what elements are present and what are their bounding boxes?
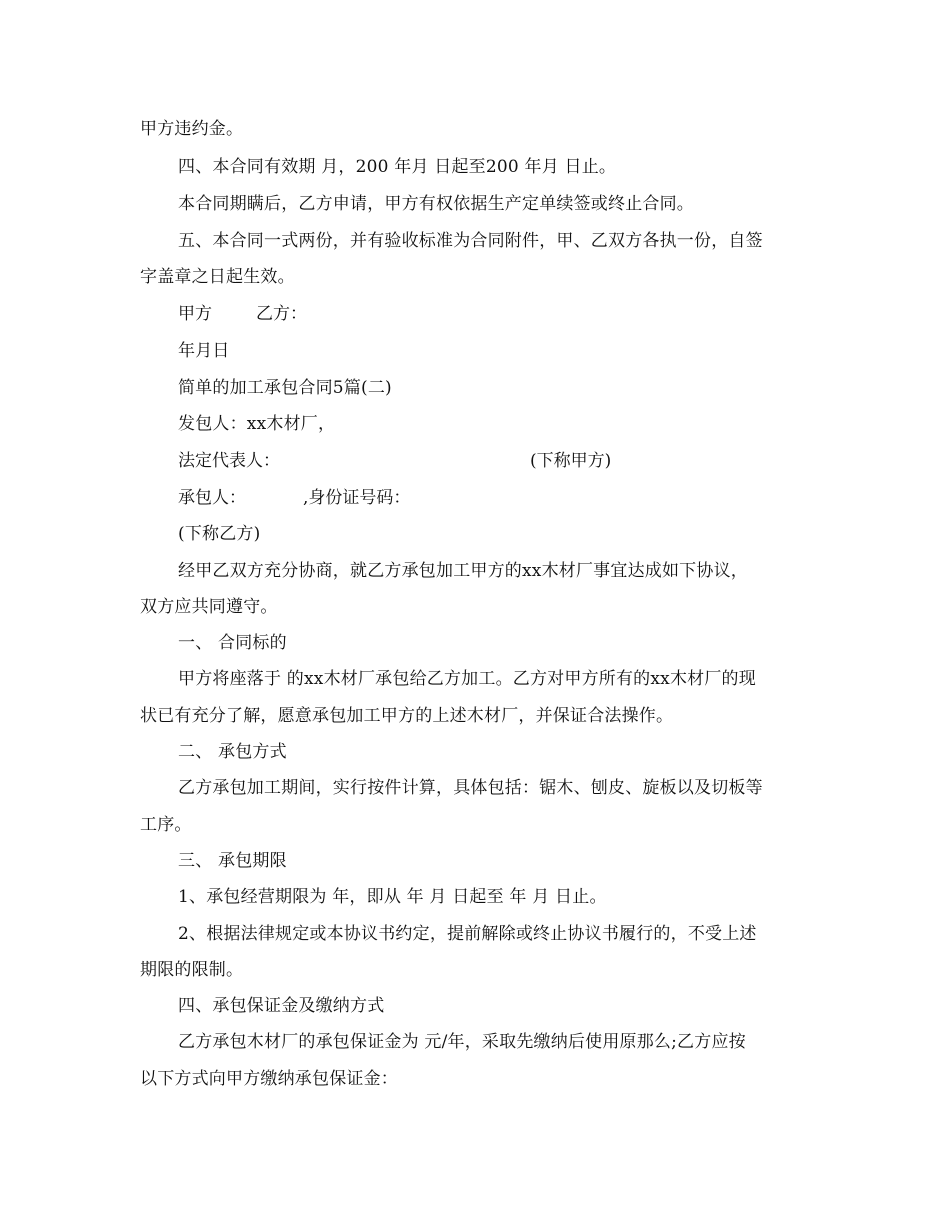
text-line: 甲方违约金。 <box>140 119 244 139</box>
legal-representative-label: 法定代表人： <box>178 451 280 471</box>
text-line: 1、承包经营期限为 年，即从 年 月 日起至 年 月 日止。 <box>178 887 607 907</box>
signature-party-b: 乙方： <box>256 304 307 324</box>
text-line: 工序。 <box>140 815 192 835</box>
text-line: 双方应共同遵守。 <box>140 597 278 617</box>
text-line: 五、本合同一式两份，并有验收标准为合同附件，甲、乙双方各执一份，自签 <box>178 231 763 251</box>
text-line: 四、本合同有效期 月，200 年月 日起至200 年月 日止。 <box>178 157 617 177</box>
party-a-note: (下称甲方) <box>530 451 612 471</box>
text-line: 本合同期瞒后，乙方申请，甲方有权依据生产定单续签或终止合同。 <box>178 194 694 214</box>
contract-issuer: 发包人：xx木材厂， <box>178 414 336 434</box>
clause-heading: 一、 合同标的 <box>178 633 287 653</box>
contractor-label: 承包人： <box>178 488 246 508</box>
clause-heading: 二、 承包方式 <box>178 742 287 762</box>
text-line: 状已有充分了解，愿意承包加工甲方的上述木材厂，并保证合法操作。 <box>140 706 674 726</box>
text-line: 以下方式向甲方缴纳承包保证金： <box>140 1069 398 1089</box>
clause-heading: 四、承包保证金及缴纳方式 <box>178 996 385 1016</box>
text-line: 2、根据法律规定或本协议书约定，提前解除或终止协议书履行的，不受上述 <box>178 924 757 944</box>
text-line: 乙方承包加工期间，实行按件计算，具体包括：锯木、刨皮、旋板以及切板等 <box>178 778 763 798</box>
text-line: 甲方将座落于 的xx木材厂承包给乙方加工。乙方对甲方所有的xx木材厂的现 <box>178 669 756 689</box>
clause-heading: 三、 承包期限 <box>178 851 287 871</box>
text-line: 期限的限制。 <box>140 960 244 980</box>
party-b-note: (下称乙方) <box>178 524 261 544</box>
section-title: 简单的加工承包合同5篇(二) <box>178 378 392 398</box>
signature-party-a: 甲方 <box>178 304 212 324</box>
text-line: 字盖章之日起生效。 <box>140 267 295 287</box>
text-line: 乙方承包木材厂的承包保证金为 元/年，采取先缴纳后使用原那么;乙方应按 <box>178 1032 746 1052</box>
signature-date: 年月日 <box>178 341 230 361</box>
id-number-label: ,身份证号码： <box>303 488 411 508</box>
text-line: 经甲乙双方充分协商，就乙方承包加工甲方的xx木材厂事宜达成如下协议， <box>178 561 748 581</box>
